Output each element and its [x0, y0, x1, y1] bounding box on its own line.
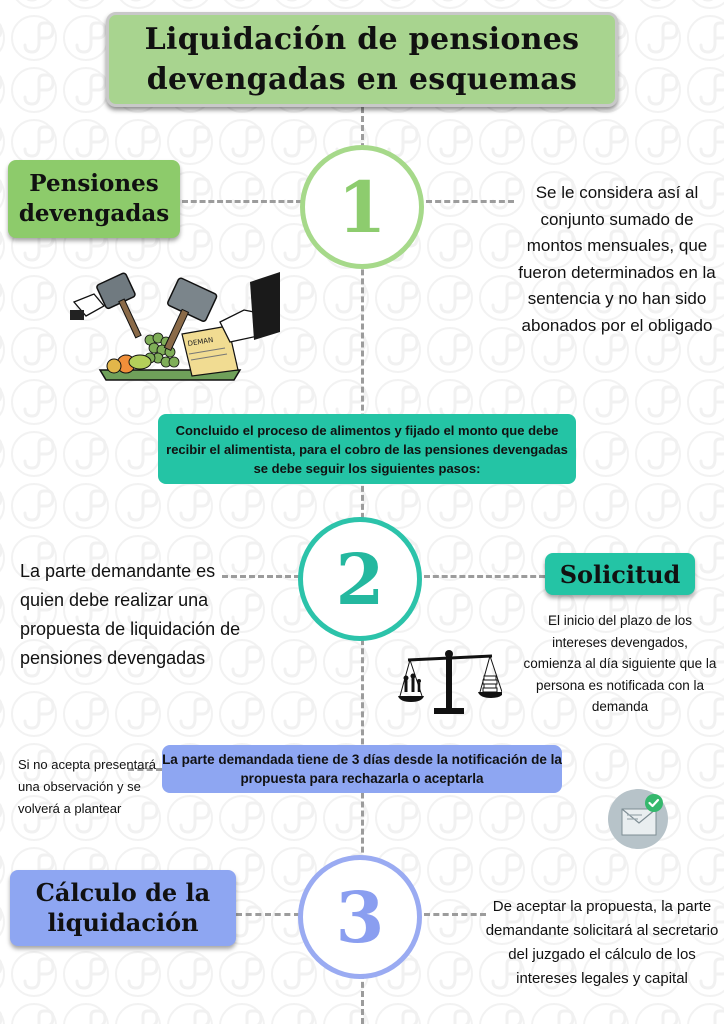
definition-text: Se le considera así al conjunto sumado de montos mensuales, que fueron determinados en la sentencia y no han sido abonados por el obligado [518, 183, 716, 335]
tag-solicitud: Solicitud [545, 553, 695, 595]
aceptar-text: De aceptar la propuesta, la parte demandante solicitará al secretario del juzgado el cálculo de los intereses legales y capital [485, 898, 719, 987]
step-3-circle [298, 855, 422, 979]
tag-calculo-liquidacion [10, 870, 236, 946]
connector-1-right [426, 200, 514, 203]
tag-calculo-line-1: Cálculo de la [35, 878, 211, 907]
svg-text:DEMAN: DEMAN [187, 336, 214, 348]
no-acepta-text: Si no acepta presentará una observación y se volverá a plantear [18, 757, 157, 816]
step-3-number: 3 [335, 875, 385, 959]
tag-pensiones-line-1: Pensiones [29, 170, 159, 197]
intro-banner: Concluido el proceso de alimentos y fijado el monto que debe recibir el alimentista, para el cobro de las pensiones devengadas se debe seguir los siguientes pasos: [158, 414, 576, 484]
plazo-banner: La parte demandada tiene de 3 días desde la notificación de la propuesta para rechazarla o aceptarla [162, 745, 562, 793]
title-line-2: devengadas en esquemas [146, 61, 578, 97]
step-2-number: 2 [335, 537, 385, 621]
connector-3-left [236, 913, 300, 916]
connector-3-right [424, 913, 486, 916]
tag-pensiones-devengadas [8, 160, 180, 238]
step-1-number: 1 [337, 165, 387, 249]
step-1-circle [300, 145, 424, 269]
step-2-circle [298, 517, 422, 641]
gavel-hands-demand-icon [70, 262, 280, 387]
tag-calculo-line-2: liquidación [47, 908, 199, 937]
connector-1-left [182, 200, 302, 203]
page-title [106, 12, 618, 107]
title-line-1: Liquidación de pensiones [144, 21, 580, 57]
demandante-text: La parte demandante es quien debe realizar una propuesta de liquidación de pensiones devengadas [20, 561, 241, 668]
scale-of-justice-icon [398, 648, 502, 716]
tag-pensiones-line-2: devengadas [18, 200, 170, 227]
inicio-plazo-text: El inicio del plazo de los intereses devengados, comienza al día siguiente que la persona es notificada con la demanda [523, 613, 717, 714]
connector-2-right [424, 575, 545, 578]
document-check-icon [606, 785, 674, 851]
